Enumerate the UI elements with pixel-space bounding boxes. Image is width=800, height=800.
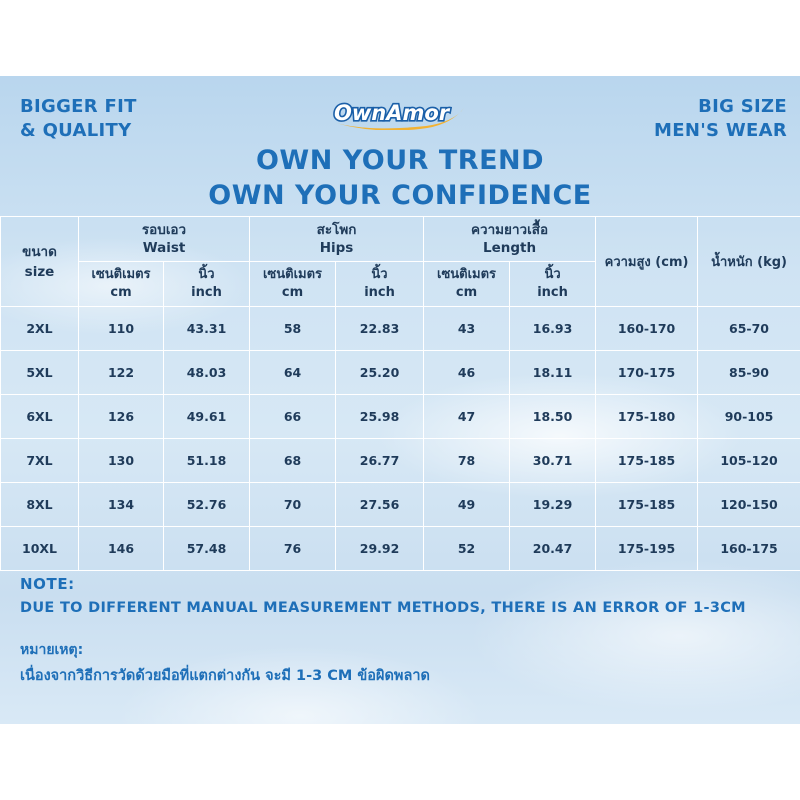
tagline-left-line2: & QUALITY [20, 120, 132, 141]
brand-logo-text: OwnAmor [334, 101, 450, 125]
size-chart-panel [0, 76, 800, 724]
cell-height: 175-195 [596, 527, 698, 571]
header-height: ความสูง (cm) [596, 217, 698, 307]
cell-hips-cm: 64 [250, 351, 336, 395]
cell-waist-cm: 122 [79, 351, 164, 395]
cell-size: 7XL [1, 439, 79, 483]
header-length-inch: นิ้ว inch [510, 262, 596, 307]
cell-height: 170-175 [596, 351, 698, 395]
table-row [1, 351, 800, 395]
cell-length-cm: 46 [424, 351, 510, 395]
table-row [1, 395, 800, 439]
header-weight: น้ำหนัก (kg) [698, 217, 800, 307]
header-waist-cm: เซนติเมตร cm [79, 262, 164, 307]
cell-length-cm: 52 [424, 527, 510, 571]
cell-weight: 85-90 [698, 351, 800, 395]
cell-waist-inch: 48.03 [164, 351, 250, 395]
cell-waist-inch: 52.76 [164, 483, 250, 527]
cell-weight: 160-175 [698, 527, 800, 571]
cell-length-inch: 30.71 [510, 439, 596, 483]
cell-weight: 90-105 [698, 395, 800, 439]
cell-size: 8XL [1, 483, 79, 527]
cell-size: 6XL [1, 395, 79, 439]
header-hips-inch: นิ้ว inch [336, 262, 424, 307]
cell-hips-inch: 29.92 [336, 527, 424, 571]
header-hips: สะโพก Hips [250, 217, 424, 262]
cell-waist-inch: 49.61 [164, 395, 250, 439]
cell-length-cm: 43 [424, 307, 510, 351]
cell-hips-cm: 66 [250, 395, 336, 439]
cell-waist-cm: 130 [79, 439, 164, 483]
cell-height: 175-185 [596, 483, 698, 527]
header-waist-inch: นิ้ว inch [164, 262, 250, 307]
cell-waist-inch: 51.18 [164, 439, 250, 483]
table-row [1, 527, 800, 571]
header-waist: รอบเอว Waist [79, 217, 250, 262]
cell-length-inch: 19.29 [510, 483, 596, 527]
cell-size: 5XL [1, 351, 79, 395]
cell-weight: 105-120 [698, 439, 800, 483]
cell-waist-cm: 126 [79, 395, 164, 439]
header-hips-cm: เซนติเมตร cm [250, 262, 336, 307]
headline-trend: OWN YOUR TREND [255, 145, 545, 176]
cell-hips-inch: 26.77 [336, 439, 424, 483]
table-row [1, 307, 800, 351]
cell-length-inch: 16.93 [510, 307, 596, 351]
cell-hips-cm: 58 [250, 307, 336, 351]
tagline-left [20, 95, 137, 143]
note-title-thai: หมายเหตุ: [20, 642, 84, 658]
header-length: ความยาวเสื้อ Length [424, 217, 596, 262]
cell-height: 175-180 [596, 395, 698, 439]
brand-logo [330, 96, 468, 130]
headline-confidence: OWN YOUR CONFIDENCE [208, 180, 592, 211]
note-title: NOTE: [20, 575, 75, 593]
cell-waist-cm: 110 [79, 307, 164, 351]
cell-height: 175-185 [596, 439, 698, 483]
cell-length-cm: 78 [424, 439, 510, 483]
table-row [1, 439, 800, 483]
cell-length-inch: 18.50 [510, 395, 596, 439]
cell-waist-cm: 134 [79, 483, 164, 527]
cell-hips-cm: 76 [250, 527, 336, 571]
tagline-right-line1: BIG SIZE [698, 96, 787, 117]
tagline-left-line1: BIGGER FIT [20, 96, 137, 117]
cell-weight: 65-70 [698, 307, 800, 351]
header-size: ขนาด size [1, 217, 79, 307]
cell-waist-inch: 43.31 [164, 307, 250, 351]
cell-length-cm: 49 [424, 483, 510, 527]
cell-hips-cm: 70 [250, 483, 336, 527]
header-length-cm: เซนติเมตร cm [424, 262, 510, 307]
cell-waist-inch: 57.48 [164, 527, 250, 571]
cell-size: 10XL [1, 527, 79, 571]
tagline-right-line2: MEN'S WEAR [654, 120, 787, 141]
cell-hips-inch: 22.83 [336, 307, 424, 351]
table-row [1, 483, 800, 527]
cell-waist-cm: 146 [79, 527, 164, 571]
note-text-thai: เนื่องจากวิธีการวัดด้วยมือที่แตกต่างกัน จะมี 1-3 CM ข้อผิดพลาด [20, 668, 430, 684]
note-text: DUE TO DIFFERENT MANUAL MEASUREMENT METHODS, THERE IS AN ERROR OF 1-3CM [20, 600, 746, 616]
cell-height: 160-170 [596, 307, 698, 351]
cell-hips-inch: 27.56 [336, 483, 424, 527]
cell-hips-cm: 68 [250, 439, 336, 483]
cell-hips-inch: 25.20 [336, 351, 424, 395]
cell-length-cm: 47 [424, 395, 510, 439]
cell-length-inch: 20.47 [510, 527, 596, 571]
cell-weight: 120-150 [698, 483, 800, 527]
cell-length-inch: 18.11 [510, 351, 596, 395]
size-table [0, 216, 800, 571]
cell-size: 2XL [1, 307, 79, 351]
tagline-right [654, 95, 787, 143]
cell-hips-inch: 25.98 [336, 395, 424, 439]
